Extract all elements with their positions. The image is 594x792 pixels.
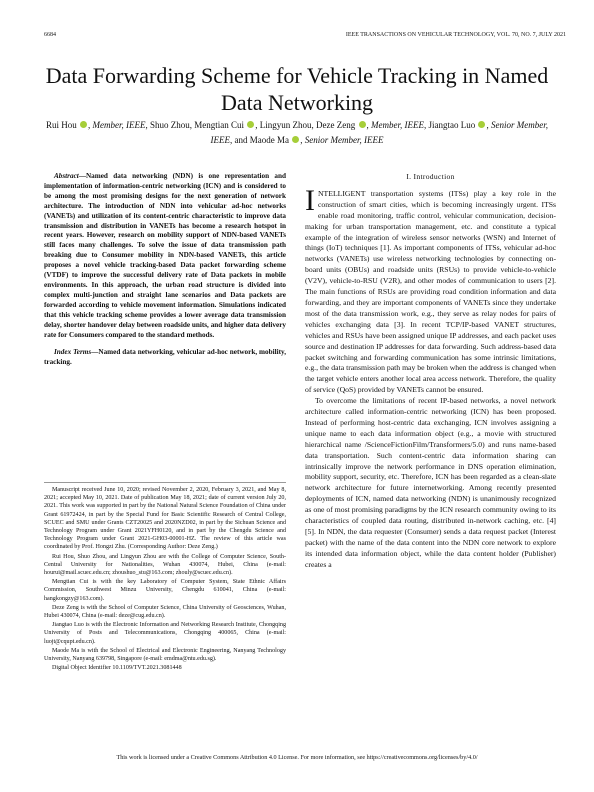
author-role: Member, IEEE: [371, 120, 424, 130]
footnote-affiliation: Jiangtao Luo is with the Electronic Information and Networking Research Institute, Chongqing University of Posts and Telecommunications, Chongqing 400065, China (e-mail: luojt@cqupt.edu.cn).: [44, 622, 286, 645]
author-name: Rui Hou: [46, 120, 77, 130]
author-list: [44, 118, 550, 148]
journal-header: IEEE TRANSACTIONS ON VEHICULAR TECHNOLOGY, VOL. 70, NO. 7, JULY 2021: [345, 32, 566, 38]
page-number: 6684: [44, 32, 56, 38]
author-name: Jiangtao Luo: [428, 120, 476, 130]
abstract: [44, 172, 286, 340]
footnote-affiliation: Mengtian Cui is with the key Laboratory of Computer System, State Ethnic Affairs Commission, Southwest Minzu University, Chengdu 610041, China (e-mail: hangkongzy@163.com).: [44, 579, 286, 602]
author-role: Senior Member, IEEE: [210, 120, 548, 145]
orcid-icon[interactable]: [478, 121, 485, 128]
footnote-manuscript: Manuscript received June 10, 2020; revised November 2, 2020, February 3, 2021, and May 8, 2021; accepted May 10, 2021. Date of publication May 18, 2021; date of current version July 20, 2021. This work was supported in part by the National Natural Science Foundation of China under Grant 61972424, in part by the Special Fund for Basic Scientific Research of Central College, SCUEC and SMU under Grants CZT20025 and 2020NZD02, in part by the Sichuan Science and Technology Program under Grant 2021YFH0120, and in part by the Chengdu Science and Technology Program under Grant 2021-GH03-00001-HZ. The review of this article was coordinated by Prof. Hongzi Zhu. (Corresponding Author: Deze Zeng.): [44, 487, 286, 551]
author: Shuo Zhou,: [150, 120, 195, 130]
index-terms-lead: Index Terms: [54, 348, 92, 357]
author-name: Shuo Zhou: [150, 120, 190, 130]
author-name: Lingyun Zhou: [259, 120, 312, 130]
footnote-affiliation: Maode Ma is with the School of Electrical and Electronic Engineering, Nanyang Technology University, Nanyang 639798, Singapore (e-mail: emdma@ntu.edu.sg).: [44, 647, 286, 663]
author-role: Member, IEEE: [92, 120, 146, 130]
author: Maode Ma , Senior Member, IEEE: [249, 135, 384, 145]
footnote-affiliation: Rui Hou, Shuo Zhou, and Lingyun Zhou are with the College of Computer Science, South-Central University for Nationalities, Wuhan 430074, Hubei, China (e-mail: hourui@mail.scuec.edu.cn; zhoushuo_stu@163.com; zhouly@scuec.edu.cn).: [44, 553, 286, 577]
intro-paragraph-1-text: NTELLIGENT transportation systems (ITSs) play a key role in the construction of smart cities, which is becoming increasingly urgent. ITSs enable road monitoring, traffic control, vehicular communication, decision-making for urban transportation management, etc. and constitute a typical example of the integration of wireless sensor networks (WSN) and Internet of things (IoT) techniques [1]. As important components of ITSs, vehicular ad-hoc networks (VANETs) use wireless networking technologies by connecting on-board units (OBUs) and roadside units (RSUs) to provide vehicle-to-vehicle (V2V), vehicle-to-RSU (V2R), and other modes of communication to users [2]. The main functions of RSUs are providing road condition information and data forwarding, and they are important components of VANETs since they undertake most of the data transmission work, e.g., they serve as relay nodes for pairs of vehicles exchanging data [3]. In recent TCP/IP-based VANET structures, vehicles and RSUs have been assigned unique IP addresses, and each packet uses source and destination IP addresses for data forwarding. Such address-based data packet switching and forwarding communication has some intrinsic limitations, e.g., the data transmission path may be broken when the address is changed when the target vehicle enters another local area access network. Therefore, the quality of service (QoS) provided by VANETs cannot be ensured.: [305, 188, 556, 395]
paper-title: Data Forwarding Scheme for Vehicle Tracking in Named Data Networking: [45, 63, 549, 115]
author-role: Senior Member, IEEE: [304, 135, 384, 145]
author: Mengtian Cui ,: [194, 120, 260, 130]
drop-cap: I: [305, 183, 315, 217]
abstract-text: —Named data networking (NDN) is one representation and implementation of information-centric networking (ICN) and is considered to be among the most promising designs for the next generation of network architecture. The introduction of NDN into vehicular ad-hoc networks (VANETs) and utilization of its content-centric characteristic to improve data transmission and distribution in VANETs has become a research hotspot in recent years. However, research on mobility support of NDN-based VANETs still faces many challenges. To solve the issue of data transmission path breaking due to Consumer mobility in NDN-based VANETs, this article proposes a novel vehicle tracking-based Data packet forwarding scheme (VTDF) to improve the successful delivery rate of Data packets in mobile environments. In this approach, the urban road structure is divided into complex multi-junction and straight lane scenarios and Data packets are forwarded according to vehicle movement information. Simulations indicated that this vehicle tracking scheme provides a lower average data transmission delay, shorter handover delay between roadside units, and higher data delivery rate for Consumers compared to the standard methods.: [44, 172, 286, 339]
intro-paragraph-2: To overcome the limitations of recent IP-based networks, a novel network architecture called information-centric networking (ICN) has been proposed. Instead of performing host-centric data exchanging, ICN involves assigning a unique name to each data information object (e.g., a movie with structured hierarchical name /ScienceFictionFilm/Transformers/5.0) and runs name-based data transportation. Such content-centric data information sharing can intrinsically improve the network performance in DNS operation elimination, mobility support, security, etc. Therefore, ICN has been regarded as a clean-slate network architecture for future internetworking. Among recently presented deployments of ICN, named data networking (NDN) is unanimously recognized as one of most promising paradigms by the ICN research community owing to its characteristics of coupled data routing, distributed in-network caching, etc. [4][5]. In NDN, the data requester (Consumer) sends a data request packet (Interest packet) with the name of the data content into the NDN core network to explore its intended data information object, while the data content holder (Publisher) creates a: [305, 396, 556, 569]
orcid-icon[interactable]: [247, 121, 254, 128]
section-heading: I. Introduction: [406, 172, 455, 181]
introduction-column: [305, 172, 556, 571]
author-name: Maode Ma: [249, 135, 289, 145]
orcid-icon[interactable]: [80, 121, 87, 128]
index-terms: [44, 348, 286, 368]
orcid-icon[interactable]: [292, 136, 299, 143]
license-notice: This work is licensed under a Creative Commons Attribution 4.0 License. For more information, see https://creativecommons.org/licenses/by/4.0/: [116, 754, 478, 761]
orcid-icon[interactable]: [359, 121, 366, 128]
abstract-column: [44, 172, 286, 368]
author: Jiangtao Luo , Senior Member, IEEE, and: [210, 120, 548, 145]
footnote-doi: Digital Object Identifier 10.1109/TVT.2021.3081448: [52, 665, 182, 672]
author-name: Deze Zeng: [316, 120, 356, 130]
footnote-affiliation: Deze Zeng is with the School of Computer Science, China University of Geosciences, Wuhan, Hubei 430074, China (e-mail: deze@cug.edu.cn).: [44, 604, 286, 620]
footnotes: [44, 482, 286, 673]
abstract-lead: Abstract: [54, 172, 79, 180]
author: Lingyun Zhou,: [259, 120, 317, 130]
intro-paragraph-1: [305, 183, 556, 396]
author-name: Mengtian Cui: [194, 120, 245, 130]
index-terms-text: —Named data networking, vehicular ad-hoc network, mobility, tracking.: [44, 348, 286, 367]
author: Rui Hou , Member, IEEE,: [46, 120, 150, 130]
author: Deze Zeng , Member, IEEE,: [316, 120, 429, 130]
